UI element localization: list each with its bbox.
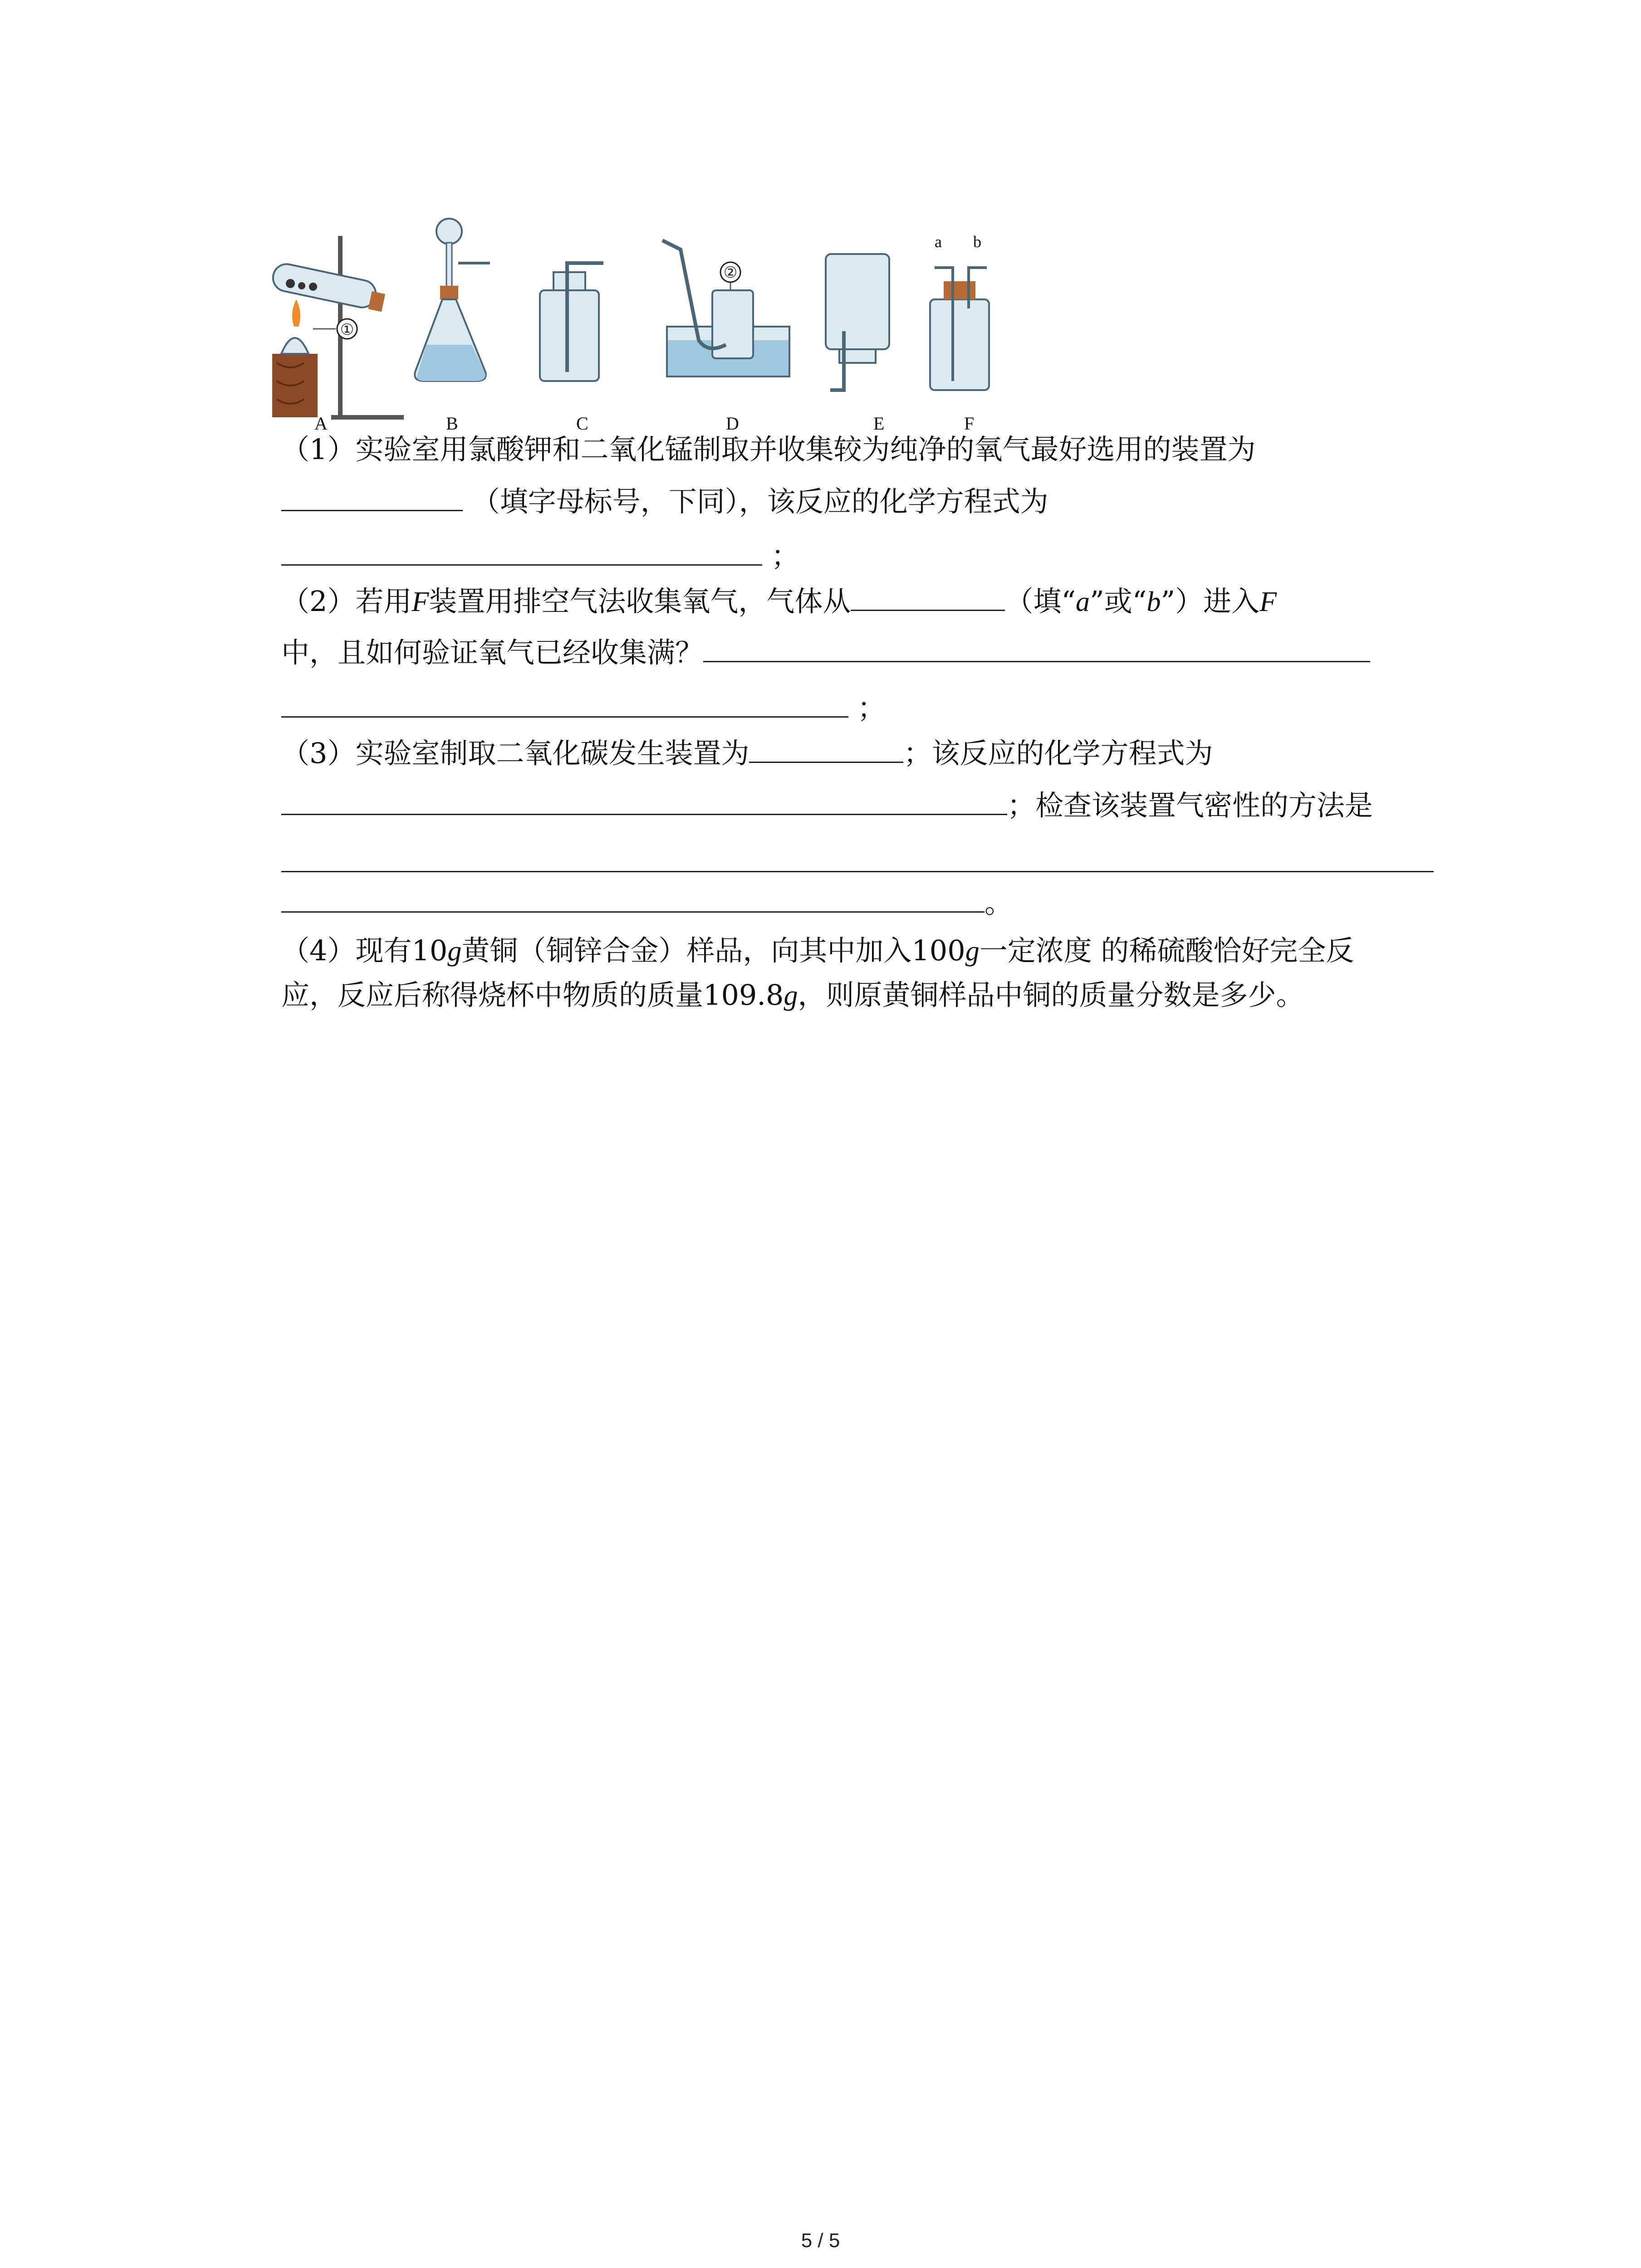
q2-text-a: （2）若用: [281, 585, 412, 618]
port-label-a: a: [935, 233, 942, 251]
q2-line3: [281, 691, 886, 724]
figure-label-f: F: [964, 413, 975, 434]
q4-line1: [281, 934, 1354, 967]
q4-unit-g-1: g: [447, 936, 462, 967]
apparatus-a: [270, 236, 404, 420]
q2-line2: [281, 636, 1370, 669]
figure-label-c: C: [576, 413, 588, 434]
figure-label-a: A: [314, 413, 328, 434]
q3-answer-blank-airtight-2[interactable]: [281, 911, 985, 913]
q1-line3: [281, 539, 799, 572]
apparatus-b: [415, 219, 490, 381]
q2-line1: [281, 587, 1277, 616]
q1-line2: [281, 485, 1048, 518]
q2-line2-text: 中，且如何验证氧气已经收集满？: [281, 636, 704, 669]
q2-text-e: ”）进入: [1161, 585, 1260, 618]
q4-text-a: （4）现有10: [281, 934, 448, 967]
marker-two-text: ②: [723, 264, 738, 282]
q4-text-b: 黄铜（铜锌合金）样品，向其中加入100: [461, 934, 965, 967]
q4-text-d: 应，反应后称得烧杯中物质的质量109.8: [281, 978, 784, 1012]
q3-text-b: ；该反应的化学方程式为: [903, 737, 1213, 770]
marker-one-text: ①: [340, 321, 354, 339]
q3-text-a: （3）实验室制取二氧化碳发生装置为: [281, 737, 749, 770]
apparatus-c: [540, 263, 603, 381]
q2-var-f-2: F: [1259, 587, 1277, 617]
q2-line3-end: ；: [857, 691, 886, 724]
q2-var-a: a: [1076, 587, 1090, 617]
q4-unit-g-2: g: [965, 936, 980, 967]
q1-line3-end: ；: [771, 539, 799, 572]
q3-answer-blank-airtight-1[interactable]: [281, 871, 1434, 872]
apparatus-f: [930, 233, 989, 390]
q2-var-b: b: [1146, 587, 1161, 617]
q4-line2: [281, 978, 1304, 1012]
port-label-b: b: [973, 233, 981, 251]
q3-line1: [281, 737, 1213, 770]
q2-text-d: ”或“: [1090, 585, 1147, 618]
page-number: 5 / 5: [801, 2229, 840, 2252]
q1-line2-text: （填字母标号，下同），该反应的化学方程式为: [471, 485, 1048, 518]
q4-unit-g-3: g: [784, 980, 798, 1011]
q3-answer-blank-apparatus[interactable]: [749, 761, 903, 763]
figure-label-b: B: [446, 413, 458, 434]
apparatus-e: [826, 254, 889, 390]
figure-label-d: D: [726, 413, 739, 434]
q1-line1: （1）实验室用氯酸钾和二氧化锰制取并收集较为纯净的氧气最好选用的装置为: [281, 433, 1256, 466]
q2-answer-blank-port[interactable]: [851, 609, 1005, 611]
q2-answer-blank-check-1[interactable]: [703, 660, 1370, 662]
apparatus-figure: [263, 218, 1062, 445]
q3-answer-blank-equation[interactable]: [281, 813, 1007, 815]
q2-var-f: F: [411, 587, 429, 617]
q3-line2-text: ；检查该装置气密性的方法是: [1007, 789, 1373, 822]
q2-answer-blank-check-2[interactable]: [281, 716, 848, 718]
q2-text-c: （填“: [1005, 585, 1076, 618]
q3-line2: [281, 789, 1373, 822]
q4-text-e: ，则原黄铜样品中铜的质量分数是多少。: [798, 978, 1304, 1012]
figure-label-e: E: [873, 413, 885, 434]
q4-text-c: 一定浓度 的稀硫酸恰好完全反: [979, 934, 1354, 967]
q1-answer-blank-apparatus[interactable]: [281, 509, 463, 511]
flame-icon: [292, 299, 300, 327]
apparatus-d: [662, 240, 789, 376]
q2-text-b: 装置用排空气法收集氧气，气体从: [429, 585, 851, 618]
q3-line4-end: 。: [985, 886, 1013, 919]
q1-answer-blank-equation[interactable]: [281, 564, 762, 566]
q3-line4: [281, 886, 1013, 919]
alcohol-lamp: [281, 338, 309, 354]
